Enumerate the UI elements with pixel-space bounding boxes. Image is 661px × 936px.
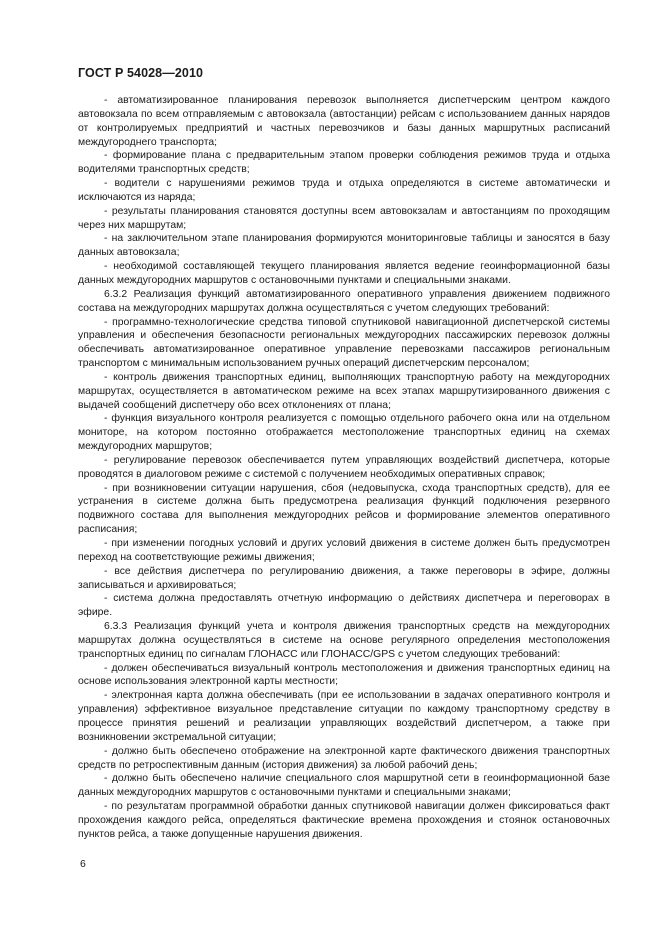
paragraph: - формирование плана с предварительным этапом проверки соблюдения режимов труда и отдыха водителями транспортных средств; [78, 150, 610, 176]
paragraph: - электронная карта должна обеспечивать (при ее использовании в задачах оперативного контроля и управления) эффективное визуальное представление ситуации по каждому транспортному средству в процессе принятия решений и реализации управляющих воздействий диспетчером, а также при возникновении экстремальной ситуации; [78, 690, 610, 743]
section-6-3-2: 6.3.2 Реализация функций автоматизированного оперативного управления движением подвижного состава на междугородних маршрутах должна осуществляться с учетом следующих требований: [78, 288, 610, 314]
paragraph: - по результатам программной обработки данных спутниковой навигации должен фиксироваться факт прохождения каждого рейса, определяться фактические времена прохождения и стоянок остановочных пунктов рейса, а также допущенные нарушения движения. [78, 801, 610, 840]
paragraph: - программно-технологические средства типовой спутниковой навигационной диспетчерской системы управления и обеспечения безопасности региональных междугородних пассажирских перевозок должны обеспечивать автоматизированное оперативное управление перевозками пассажиров региональным транспортом с минимальным использованием ручных операций диспетчерским персоналом; [78, 316, 610, 370]
paragraph: - автоматизированное планирования перевозок выполняется диспетчерским центром каждого автовокзала по всем отправляемым с автовокзала (автостанции) рейсам с использованием данных нарядов от контролируемых предприятий и частных перевозчиков и базы данных маршрутных расписаний междугороднего транспорта; [78, 95, 610, 148]
paragraph: - должно быть обеспечено отображение на электронной карте фактического движения транспортных средств по ретроспективным данным (история движения) за любой рабочий день; [78, 745, 610, 771]
document-body [78, 94, 610, 842]
paragraph: - на заключительном этапе планирования формируются мониторинговые таблицы и заносятся в базу данных автовокзала; [78, 233, 610, 259]
paragraph: - регулирование перевозок обеспечивается путем управляющих воздействий диспетчера, которые проводятся в диалоговом режиме с системой с получением необходимых оперативных справок; [78, 454, 610, 480]
page-number: 6 [80, 858, 86, 870]
paragraph: - контроль движения транспортных единиц, выполняющих транспортную работу на междугородних маршрутах, осуществляется в автоматическом режиме на всех этапах маршрутизированного движения с выдачей сообщений диспетчеру обо всех отклонениях от плана; [78, 371, 610, 411]
paragraph: - при изменении погодных условий и других условий движения в системе должен быть предусмотрен переход на соответствующие режимы движения; [78, 538, 610, 563]
paragraph: - необходимой составляющей текущего планирования является ведение геоинформационной базы данных междугородних маршрутов с остановочными пунктами и специальными знаками. [78, 261, 610, 286]
paragraph: - результаты планирования становятся доступны всем автовокзалам и автостанциям по проходящим через них маршрутам; [78, 205, 610, 231]
section-6-3-3: 6.3.3 Реализация функций учета и контроля движения транспортных средств на междугородних маршрутах должна осуществляться в системе на основе регулярного определения местоположения транспортных единиц по сигналам ГЛОНАСС или ГЛОНАСС/GPS с учетом следующих требований: [78, 621, 610, 660]
paragraph: - при возникновении ситуации нарушения, сбоя (недовыпуска, схода транспортных средств), для ее устранения в системе должна быть предусмотрена реализация функций подключения резервного подвижного состава для выполнения междугородних рейсов и формирование элементов оперативного расписания; [78, 482, 610, 536]
paragraph: - водители с нарушениями режимов труда и отдыха определяются в системе автоматически и исключаются из наряда; [78, 178, 610, 203]
paragraph: - должно быть обеспечено наличие специального слоя маршрутной сети в геоинформационной базе данных междугородних маршрутов с остановочными пунктами и специальными знаками; [78, 773, 610, 799]
paragraph: - должен обеспечиваться визуальный контроль местоположения и движения транспортных единиц на основе использования электронной карты местности; [78, 662, 610, 688]
paragraph: - все действия диспетчера по регулированию движения, а также переговоры в эфире, должны записываться и архивироваться; [78, 565, 610, 591]
paragraph: - система должна предоставлять отчетную информацию о действиях диспетчера и переговорах в эфире. [78, 593, 610, 619]
paragraph: - функция визуального контроля реализуется с помощью отдельного рабочего окна или на отдельном мониторе, на котором постоянно отображается местоположение транспортных единиц на схемах междугородних маршрутов; [78, 413, 610, 453]
document-header-title: ГОСТ Р 54028—2010 [78, 66, 204, 80]
